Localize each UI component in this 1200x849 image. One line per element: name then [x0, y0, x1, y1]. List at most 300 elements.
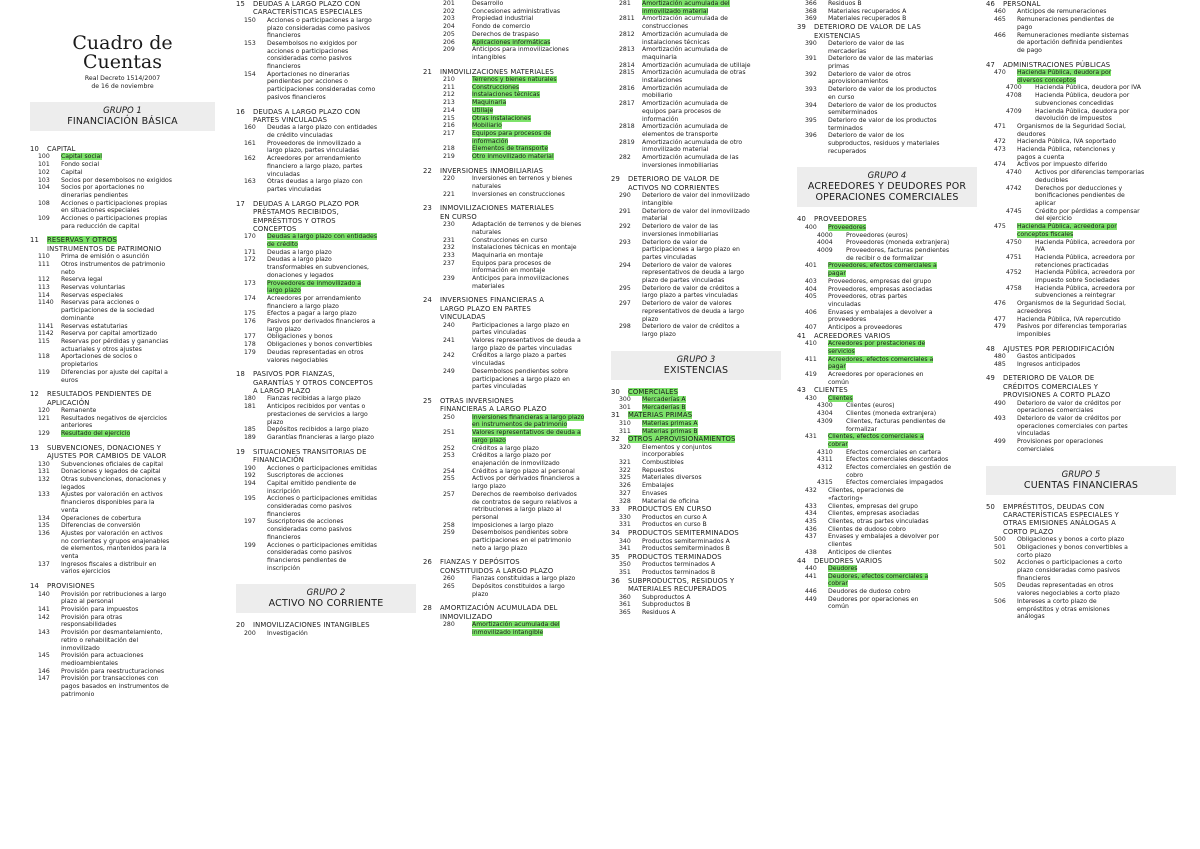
account-name: actuariales y otros ajustes	[61, 345, 142, 353]
highlighted-account-name: Proveedores de inmovilizado a	[267, 279, 361, 287]
account-code: 185	[244, 426, 256, 434]
account-row	[797, 224, 977, 232]
account-name: Ingresos fiscales a distribuir en	[61, 560, 157, 568]
account-name: Concesiones administrativas	[472, 7, 561, 15]
account-name: impuesto sobre Sociedades	[1035, 277, 1120, 285]
account-group-row	[30, 582, 215, 590]
account-name: participaciones de la sociedad	[61, 307, 155, 315]
account-code: 206	[443, 38, 455, 46]
account-continuation	[986, 277, 1176, 285]
account-code: 153	[244, 39, 256, 47]
account-continuation	[986, 39, 1176, 47]
account-name: Hacienda Pública, deudora por IVA	[1035, 84, 1141, 92]
account-row	[236, 395, 416, 403]
account-name: operaciones comerciales	[1017, 407, 1094, 415]
spacer	[797, 155, 977, 161]
highlighted-account-name: pagar	[828, 270, 846, 278]
account-row	[30, 299, 215, 307]
account-code: 499	[994, 438, 1006, 446]
account-row	[797, 8, 977, 16]
account-code: 100	[38, 153, 50, 161]
account-continuation	[30, 245, 215, 253]
account-name: primas	[828, 63, 850, 71]
account-name: Provisión para actuaciones	[61, 652, 144, 660]
account-name: AJUSTES POR CAMBIOS DE VALOR	[47, 452, 167, 461]
account-row	[611, 514, 781, 522]
account-name: subvenciones a reintegrar	[1035, 292, 1116, 300]
account-code: 39	[797, 23, 806, 32]
account-continuation	[30, 377, 215, 385]
account-code: 217	[443, 129, 455, 137]
account-row	[986, 239, 1176, 247]
account-name: Inversiones en terrenos y bienes	[472, 175, 573, 183]
account-code: 14	[30, 582, 39, 591]
group-title: CUENTAS FINANCIERAS	[1023, 479, 1139, 491]
account-code: 501	[994, 543, 1006, 551]
account-code: 203	[443, 15, 455, 23]
account-name: EN CURSO	[440, 212, 477, 221]
account-name: Suscriptores de acciones	[267, 472, 344, 480]
account-row	[236, 124, 416, 132]
account-name: dinerarias pendientes	[61, 191, 128, 199]
account-code: 142	[38, 613, 50, 621]
account-continuation	[236, 557, 416, 565]
account-row	[797, 293, 977, 301]
account-row	[30, 169, 215, 177]
account-code: 4752	[1006, 269, 1022, 277]
account-row	[986, 185, 1176, 193]
account-group-row	[236, 200, 416, 208]
account-name: Aportaciones no dinerarias	[267, 70, 350, 78]
account-continuation	[236, 132, 416, 140]
group-header	[611, 351, 781, 380]
account-name: PRODUCTOS TERMINADOS	[628, 552, 722, 561]
account-name: Efectos comerciales en gestión de	[846, 464, 952, 472]
account-code: 2816	[619, 84, 635, 92]
account-continuation	[611, 308, 781, 316]
highlighted-account-name: inmovilizado intangible	[472, 628, 544, 636]
account-name: financieros	[267, 32, 301, 40]
account-row	[423, 275, 608, 283]
account-name: EXISTENCIAS	[814, 31, 861, 40]
account-code: 26	[423, 558, 432, 567]
group-header	[30, 102, 215, 131]
account-continuation	[30, 637, 215, 645]
account-row	[797, 596, 977, 604]
account-code: 406	[805, 308, 817, 316]
account-name: Acciones o participaciones emitidas	[267, 464, 377, 472]
account-name: Acreedores por operaciones en	[828, 370, 924, 378]
account-continuation	[797, 441, 977, 449]
account-name: partes vinculadas	[642, 253, 697, 261]
account-name: Ajustes por valoración en activos	[61, 529, 163, 537]
account-continuation	[986, 47, 1176, 55]
account-name: inmovilizado	[61, 644, 100, 652]
account-code: 393	[805, 86, 817, 94]
account-name: financieros	[267, 510, 301, 518]
highlighted-account-name: inmovilizado material	[642, 7, 709, 15]
title-line: Cuentas	[83, 51, 162, 73]
account-name: Deterioro de valor de los productos	[828, 101, 937, 109]
account-continuation	[797, 541, 977, 549]
account-continuation	[797, 125, 977, 133]
account-code: 192	[244, 472, 256, 480]
account-name: empréstitos y otras emisiones	[1017, 605, 1110, 613]
account-code: 173	[244, 279, 256, 287]
account-continuation	[236, 217, 416, 225]
account-row	[797, 510, 977, 518]
account-row	[611, 467, 781, 475]
account-code: 311	[619, 427, 631, 435]
account-code: 140	[38, 590, 50, 598]
account-code: 102	[38, 168, 50, 176]
account-continuation	[236, 456, 416, 464]
highlighted-account-name: Terrenos y bienes naturales	[472, 76, 557, 84]
account-continuation	[423, 537, 608, 545]
account-name: Productos terminados B	[642, 569, 716, 577]
account-name: Obligaciones y bonos	[267, 333, 333, 341]
account-name: INMOVILIZADO	[440, 612, 493, 621]
account-code: 121	[38, 414, 50, 422]
account-name: largo plazo	[472, 483, 506, 491]
account-code: 40	[797, 215, 806, 224]
account-row	[986, 415, 1176, 423]
account-name: partes vinculadas	[267, 185, 322, 193]
account-name: financieros	[267, 533, 301, 541]
account-code: 205	[443, 30, 455, 38]
account-continuation	[236, 379, 416, 387]
account-code: 101	[38, 161, 50, 169]
account-name: DETERIORO DE VALOR DE	[1003, 374, 1095, 383]
group-title: ACREEDORES Y DEUDORES POR	[807, 181, 967, 193]
group-header	[986, 466, 1176, 495]
account-row	[611, 323, 781, 331]
account-continuation	[986, 606, 1176, 614]
account-name: PASIVOS POR FIANZAS,	[253, 370, 335, 379]
account-name: largo plazo a partes vinculadas	[642, 292, 738, 300]
account-name: Amortización acumulada de las	[642, 154, 739, 162]
account-name: DEUDAS A LARGO PLAZO CON	[253, 107, 361, 116]
account-row	[30, 614, 215, 622]
account-name: largo plazo	[642, 330, 676, 338]
account-continuation	[611, 331, 781, 339]
account-name: aprovisionamientos	[828, 78, 889, 86]
account-code: 241	[443, 337, 455, 345]
account-name: intangible	[642, 199, 673, 207]
account-code: 18	[236, 370, 245, 379]
account-group-row	[423, 68, 608, 76]
account-row	[611, 396, 781, 404]
account-name: intangibles	[472, 53, 506, 61]
account-code: 4009	[817, 246, 833, 254]
highlighted-account-name: Mobiliario	[472, 122, 502, 130]
account-code: 350	[619, 561, 631, 569]
account-name: información	[642, 115, 679, 123]
account-name: Reservas para acciones o	[61, 299, 140, 307]
account-continuation	[236, 326, 416, 334]
account-continuation	[611, 200, 781, 208]
account-group-row	[30, 444, 215, 452]
account-continuation	[611, 54, 781, 62]
account-row	[611, 15, 781, 23]
group-header	[236, 584, 416, 613]
account-row	[611, 538, 781, 546]
account-code: 12	[30, 390, 39, 399]
account-name: LARGO PLAZO EN PARTES	[440, 304, 531, 313]
account-name: financieros pendientes de	[267, 556, 347, 564]
account-name: responsabilidades	[61, 621, 117, 629]
account-code: 392	[805, 70, 817, 78]
account-name: Reservas estatutarias	[61, 322, 128, 330]
highlighted-account-name: Hacienda Pública, acreedora por	[1017, 223, 1117, 231]
account-name: subproductos, residuos y materiales	[828, 140, 940, 148]
account-name: Otros instrumentos de patrimonio	[61, 260, 166, 268]
account-row	[797, 410, 977, 418]
account-row	[423, 337, 608, 345]
account-row	[423, 221, 608, 229]
account-continuation	[236, 411, 416, 419]
account-code: 401	[805, 262, 817, 270]
account-name: mercaderías	[828, 47, 867, 55]
account-code: 43	[797, 386, 806, 395]
account-continuation	[423, 499, 608, 507]
account-name: Deudas a largo plazo	[267, 256, 332, 264]
account-code: 250	[443, 413, 455, 421]
account-code: 197	[244, 518, 256, 526]
account-code: 297	[619, 300, 631, 308]
account-name: participaciones a largo plazo en	[642, 246, 740, 254]
account-continuation	[797, 363, 977, 371]
account-row	[30, 330, 215, 338]
account-continuation	[797, 48, 977, 56]
account-continuation	[986, 231, 1176, 239]
account-name: Pasivos por derivados financieros a	[267, 318, 376, 326]
highlighted-account-name: de crédito	[267, 241, 298, 249]
account-name: FIANZAS Y DEPÓSITOS	[440, 558, 520, 567]
account-name: representativos de deuda a largo	[642, 307, 744, 315]
group-title: ACTIVO NO CORRIENTE	[268, 598, 384, 610]
account-group-row	[986, 503, 1176, 511]
account-continuation	[797, 255, 977, 263]
account-name: Provisión para otras	[61, 613, 123, 621]
account-continuation	[986, 552, 1176, 560]
account-name: IVA	[1035, 246, 1045, 254]
account-code: 170	[244, 233, 256, 241]
account-code: 4750	[1006, 238, 1022, 246]
account-row	[236, 465, 416, 473]
account-row	[797, 262, 977, 270]
account-continuation	[423, 267, 608, 275]
account-code: 4740	[1006, 169, 1022, 177]
account-name: Capital emitido pendiente de	[267, 479, 357, 487]
account-code: 212	[443, 91, 455, 99]
account-continuation	[236, 287, 416, 295]
account-continuation	[236, 488, 416, 496]
account-code: 150	[244, 16, 256, 24]
account-row	[797, 15, 977, 23]
account-code: 103	[38, 176, 50, 184]
account-continuation	[236, 241, 416, 249]
group-header	[797, 167, 977, 207]
account-row	[611, 594, 781, 602]
account-code: 112	[38, 276, 50, 284]
account-code: 2813	[619, 46, 635, 54]
account-continuation	[423, 613, 608, 621]
account-continuation	[423, 305, 608, 313]
account-name: CARACTERÍSTICAS ESPECIALES	[253, 8, 363, 17]
highlighted-account-name: conceptos fiscales	[1017, 230, 1074, 238]
account-row	[611, 521, 781, 529]
highlighted-account-name: Acreedores por prestaciones de	[828, 340, 926, 348]
account-row	[611, 285, 781, 293]
account-name: Socios por aportaciones no	[61, 184, 145, 192]
account-code: 233	[443, 251, 455, 259]
account-name: Fianzas recibidas a largo plazo	[267, 395, 361, 403]
account-row	[797, 395, 977, 403]
account-name: Remuneraciones pendientes de	[1017, 16, 1115, 24]
column-4	[611, 0, 781, 849]
account-continuation	[30, 223, 215, 231]
account-code: 4709	[1006, 107, 1022, 115]
account-row	[611, 0, 781, 8]
account-continuation	[236, 8, 416, 16]
account-row	[986, 146, 1176, 154]
account-name: Reservas voluntarias	[61, 284, 126, 292]
account-code: 154	[244, 70, 256, 78]
highlighted-account-name: Mercaderías A	[642, 396, 686, 404]
account-code: 113	[38, 284, 50, 292]
account-continuation	[986, 100, 1176, 108]
account-row	[797, 117, 977, 125]
account-code: 143	[38, 629, 50, 637]
account-name: análogas	[1017, 613, 1045, 621]
account-name: financiero a largo plazo, partes	[267, 162, 363, 170]
account-continuation	[236, 94, 416, 102]
account-code: 253	[443, 452, 455, 460]
account-code: 321	[619, 459, 631, 467]
account-name: Hacienda Pública, IVA soportado	[1017, 138, 1117, 146]
account-row	[611, 545, 781, 553]
account-row	[423, 153, 608, 161]
account-name: Otras subvenciones, donaciones y	[61, 476, 167, 484]
account-row	[236, 434, 416, 442]
account-name: Reservas por pérdidas y ganancias	[61, 337, 169, 345]
account-name: Hacienda Pública, acreedora por	[1035, 238, 1135, 246]
account-row	[30, 215, 215, 223]
account-code: 2819	[619, 138, 635, 146]
account-name: equipos para procesos de	[642, 107, 721, 115]
account-code: 218	[443, 145, 455, 153]
account-row	[611, 208, 781, 216]
account-row	[986, 400, 1176, 408]
account-row	[986, 438, 1176, 446]
account-name: INVERSIONES INMOBILIARIAS	[440, 166, 544, 175]
account-row	[611, 69, 781, 77]
account-continuation	[423, 405, 608, 413]
account-code: 327	[619, 489, 631, 497]
account-code: 340	[619, 537, 631, 545]
account-continuation	[30, 399, 215, 407]
account-name: Deterioro de valor de valores	[642, 261, 732, 269]
account-row	[797, 518, 977, 526]
account-continuation	[236, 25, 416, 33]
account-continuation	[30, 207, 215, 215]
account-code: 177	[244, 333, 256, 341]
account-name: Hacienda Pública, deudora por	[1035, 92, 1130, 100]
account-code: 291	[619, 207, 631, 215]
account-code: 252	[443, 444, 455, 452]
account-row	[30, 161, 215, 169]
account-continuation	[236, 264, 416, 272]
account-row	[611, 85, 781, 93]
account-row	[30, 369, 215, 377]
account-continuation	[423, 54, 608, 62]
account-group-row	[986, 61, 1176, 69]
account-name: Hacienda Pública, deudora por	[1035, 107, 1130, 115]
account-row	[797, 247, 977, 255]
account-row	[797, 356, 977, 364]
account-row	[797, 573, 977, 581]
account-code: 366	[805, 0, 817, 7]
account-row	[986, 92, 1176, 100]
account-continuation	[423, 629, 608, 637]
account-name: Clientes, empresas asociadas	[828, 510, 920, 518]
account-name: material	[642, 215, 668, 223]
account-row	[797, 286, 977, 294]
account-code: 189	[244, 434, 256, 441]
account-row	[611, 223, 781, 231]
account-name: Subproductos B	[642, 601, 691, 609]
account-row	[236, 542, 416, 550]
account-row	[423, 522, 608, 530]
account-row	[611, 444, 781, 452]
account-name: construcciones	[642, 23, 689, 31]
account-continuation	[30, 269, 215, 277]
account-code: 239	[443, 275, 455, 283]
account-name: ACREEDORES VARIOS	[814, 331, 891, 340]
account-name: consideradas como pasivos	[267, 549, 352, 557]
account-name: Operaciones de cobertura	[61, 514, 142, 522]
highlighted-account-name: Clientes, efectos comerciales a	[828, 433, 924, 441]
account-name: Remuneraciones mediante sistemas	[1017, 31, 1129, 39]
account-row	[236, 349, 416, 357]
account-code: 310	[619, 419, 631, 427]
account-code: 301	[619, 403, 631, 411]
account-name: plazo consideradas como pasivos	[1017, 567, 1120, 575]
account-name: materiales	[472, 282, 505, 290]
account-row	[423, 191, 608, 199]
account-code: 29	[611, 175, 620, 184]
account-name: EMPRÉSTITOS Y OTROS	[253, 216, 336, 225]
account-group-row	[236, 370, 416, 378]
account-row	[423, 107, 608, 115]
account-name: Derechos de traspaso	[472, 30, 539, 38]
account-code: 131	[38, 468, 50, 476]
account-name: OTRAS EMISIONES ANÁLOGAS A	[1003, 519, 1116, 528]
account-name: Embalajes	[642, 482, 674, 490]
account-continuation	[236, 163, 416, 171]
account-name: inmovilizado material	[642, 146, 709, 154]
account-name: Deudas a largo plazo	[267, 248, 332, 256]
account-continuation	[423, 138, 608, 146]
account-name: financieros disponibles para la	[61, 499, 155, 507]
account-continuation	[797, 78, 977, 86]
account-name: valores negociables	[267, 356, 328, 364]
account-code: 500	[994, 536, 1006, 544]
account-group-row	[423, 167, 608, 175]
account-name: Fianzas constituidas a largo plazo	[472, 575, 576, 583]
account-continuation	[986, 567, 1176, 575]
